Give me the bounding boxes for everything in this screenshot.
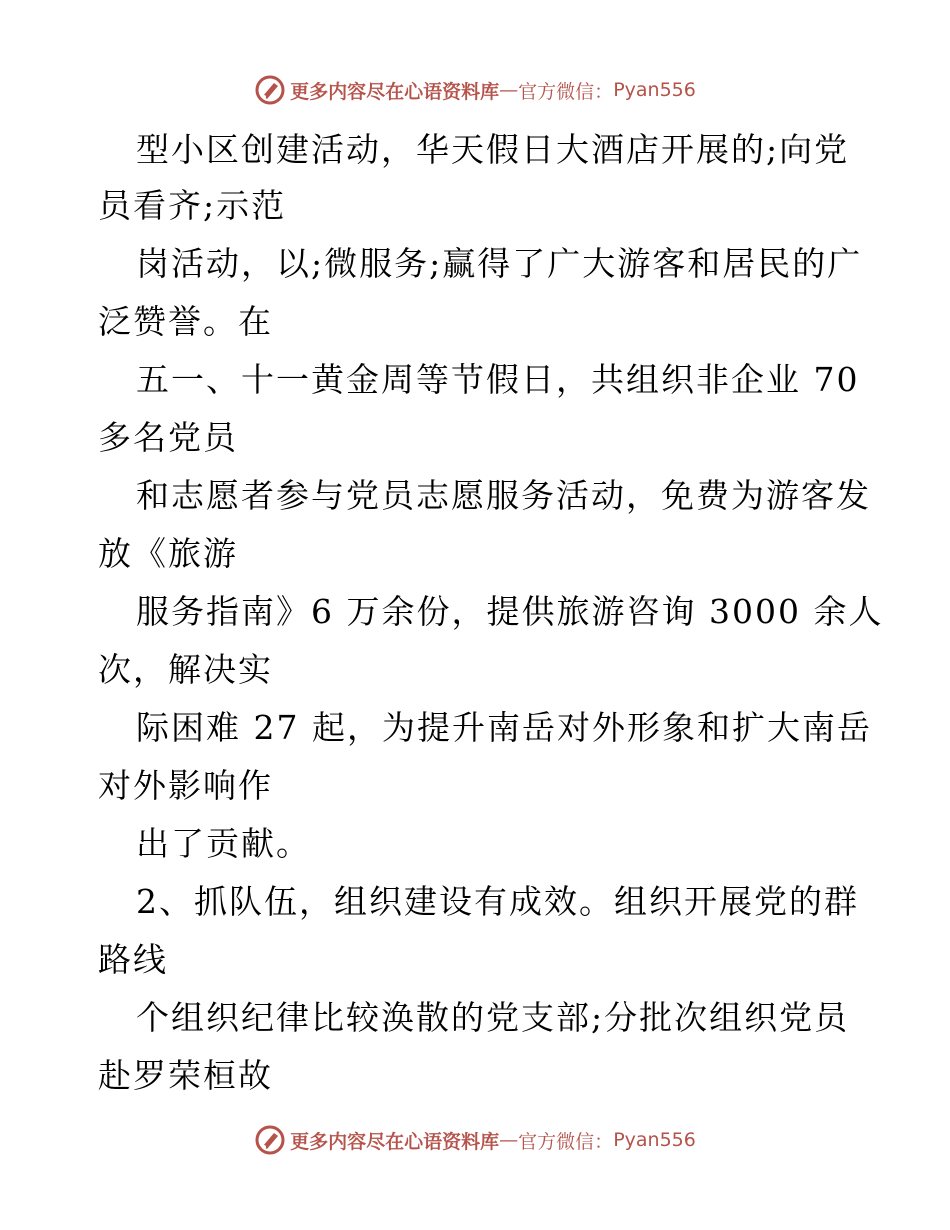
- text-line: 和志愿者参与党员志愿服务活动，免费为游客发: [136, 476, 871, 515]
- watermark-wechat-id: Pyan556: [613, 1129, 696, 1151]
- footer-watermark: [0, 1120, 950, 1160]
- text-line: 赴罗荣桓故: [98, 1056, 273, 1095]
- watermark-main-text: 更多内容尽在心语资料库: [290, 1130, 500, 1153]
- text-line: 对外影响作: [98, 766, 273, 805]
- brush-seal-icon: [254, 74, 286, 106]
- watermark-dash: —: [499, 1129, 519, 1151]
- watermark-main-text: 更多内容尽在心语资料库: [290, 80, 500, 103]
- text-line: 出了贡献。: [136, 824, 311, 863]
- text-line: 型小区创建活动，华天假日大酒店开展的;向党: [136, 130, 850, 169]
- watermark-sub-text: 官方微信：: [518, 1130, 614, 1153]
- header-watermark: [0, 70, 950, 110]
- text-line: 泛赞誉。在: [98, 302, 273, 341]
- text-line: 多名党员: [98, 418, 238, 457]
- text-line: 员看齐;示范: [98, 186, 287, 225]
- watermark-wechat-id: Pyan556: [613, 79, 696, 101]
- text-line: 际困难 27 起，为提升南岳对外形象和扩大南岳: [136, 708, 872, 747]
- text-line: 服务指南》6 万余份，提供旅游咨询 3000 余人: [136, 592, 884, 631]
- watermark-sub-text: 官方微信：: [518, 80, 614, 103]
- brush-seal-icon: [254, 1124, 286, 1156]
- text-line: 放《旅游: [98, 534, 238, 573]
- text-line: 2、抓队伍，组织建设有成效。组织开展党的群: [136, 882, 859, 921]
- text-line: 岗活动，以;微服务;赢得了广大游客和居民的广: [136, 244, 863, 283]
- text-line: 路线: [98, 940, 168, 979]
- text-line: 个组织纪律比较涣散的党支部;分批次组织党员: [136, 998, 850, 1037]
- text-line: 五一、十一黄金周等节假日，共组织非企业 70: [136, 360, 860, 399]
- watermark-dash: —: [499, 79, 519, 101]
- text-line: 次，解决实: [98, 650, 273, 689]
